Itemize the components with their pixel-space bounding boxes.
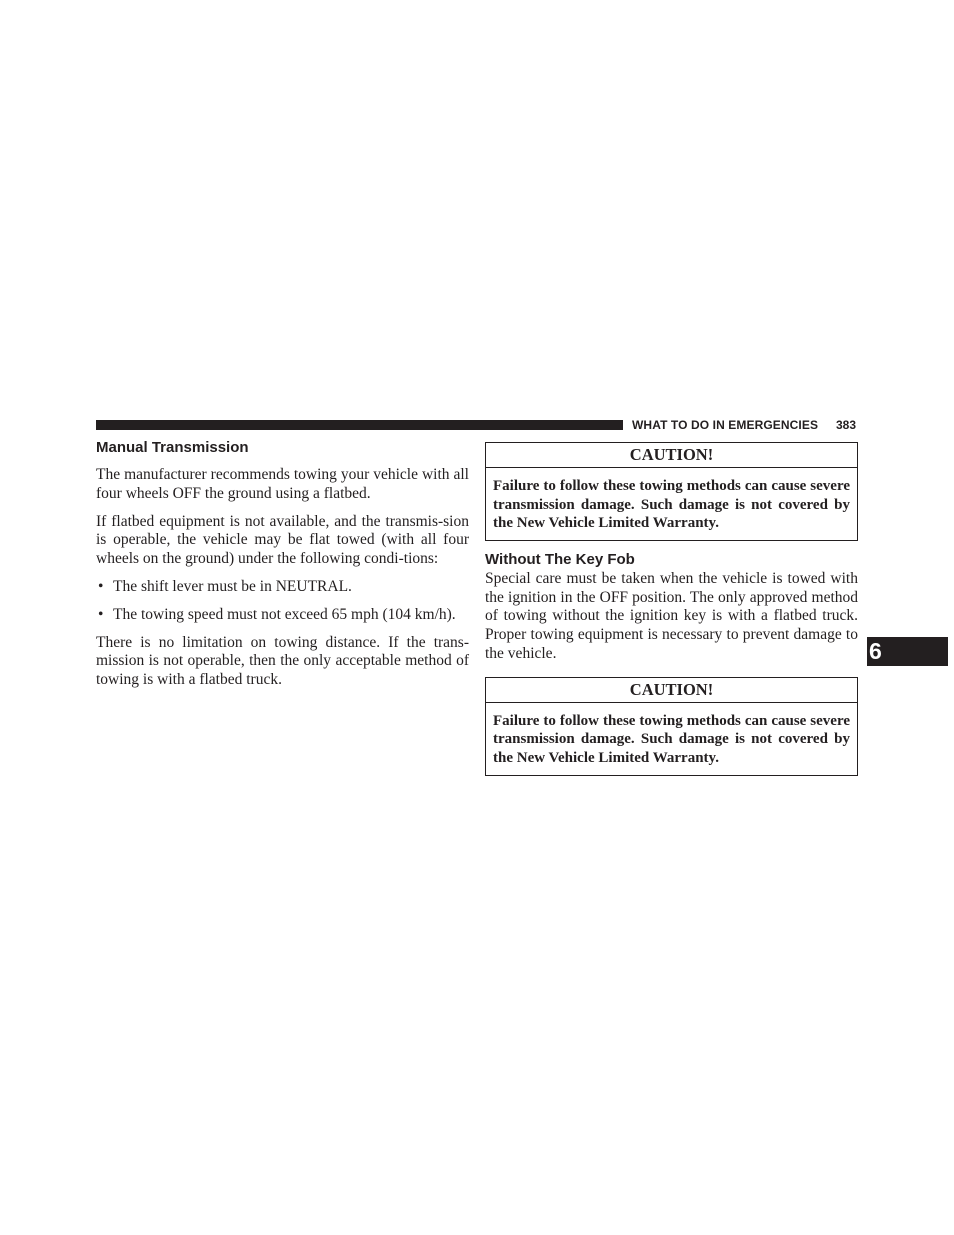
- list-item: [96, 578, 469, 597]
- caution-body: Failure to follow these towing methods can cause severe transmission damage. Such damage is not covered by the New Vehicle Limited Warranty.: [493, 478, 850, 532]
- right-column: [485, 442, 858, 776]
- conditions-list: [96, 578, 469, 625]
- caution-title: CAUTION!: [486, 443, 857, 468]
- caution-body: Failure to follow these towing methods can cause severe transmission damage. Such damage is not covered by the New Vehicle Limited Warranty.: [493, 712, 850, 766]
- running-header-title: WHAT TO DO IN EMERGENCIES: [632, 418, 819, 432]
- left-column: [96, 438, 469, 690]
- bullet-icon: •: [98, 605, 104, 623]
- paragraph-key-fob-towing: Special care must be taken when the vehicle is towed with the ignition in the OFF position. The only approved method of towing without the ignition key is with a flatbed truck. Proper towing equipment is necessary to prevent damage to the vehicle.: [485, 569, 858, 662]
- bullet-icon: •: [98, 577, 104, 595]
- list-item-text: The towing speed must not exceed 65 mph (104 km/h).: [113, 605, 456, 623]
- list-item-text: The shift lever must be in NEUTRAL.: [113, 577, 352, 595]
- caution-title: CAUTION!: [486, 678, 857, 703]
- caution-box: [485, 677, 858, 776]
- list-item: [96, 606, 469, 625]
- chapter-tab: 6: [867, 637, 948, 666]
- header-rule: [96, 420, 623, 430]
- caution-box: [485, 442, 858, 541]
- paragraph-flat-tow-conditions: If flatbed equipment is not available, and the transmis-sion is operable, the vehicle may be flat towed (with all four wheels on the ground) under the following condi-tions:: [96, 512, 469, 568]
- paragraph-manufacturer-recommendation: The manufacturer recommends towing your vehicle with all four wheels OFF the ground using a flatbed.: [96, 466, 469, 502]
- section-heading-without-key-fob: Without The Key Fob: [485, 550, 635, 568]
- paragraph-towing-distance: There is no limitation on towing distance. If the trans-mission is not operable, then the only acceptable method of towing is with a flatbed truck.: [96, 633, 469, 689]
- page-number: 383: [836, 418, 857, 432]
- section-heading-manual-transmission: Manual Transmission: [96, 439, 249, 456]
